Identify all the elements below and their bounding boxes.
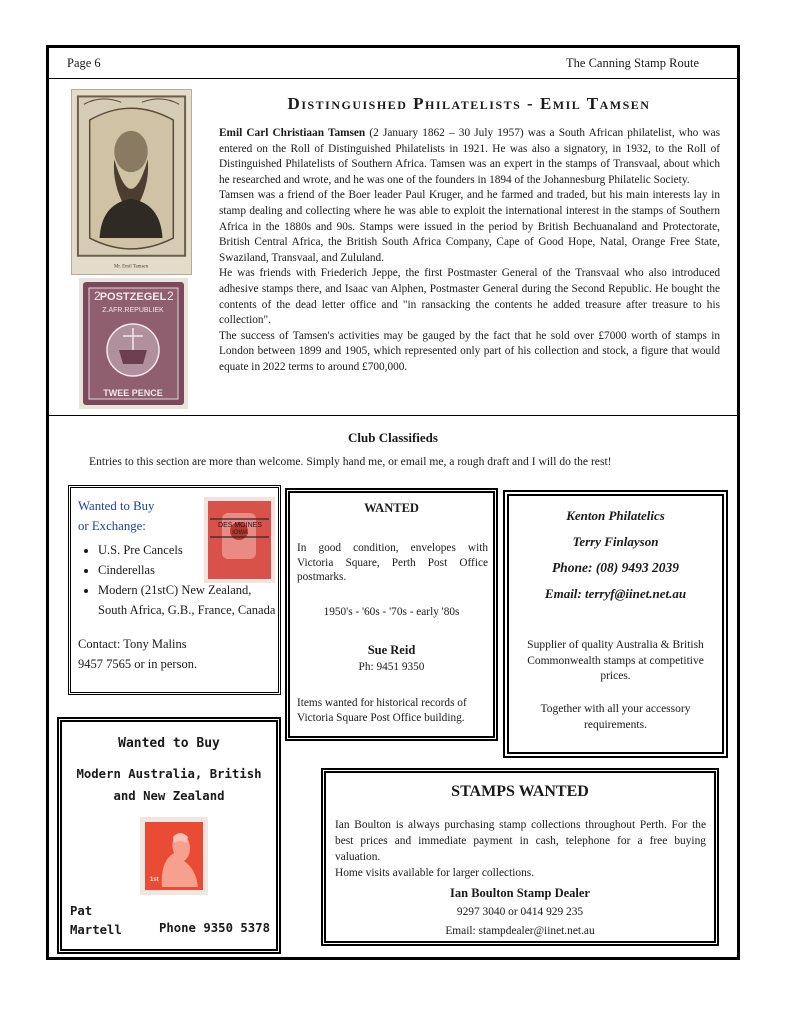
portrait-image — [71, 89, 192, 275]
kenton-phone: Phone: (08) 9493 2039 — [551, 560, 680, 575]
page-header — [49, 48, 737, 79]
kenton-accessories: Together with all your accessory requirements. — [540, 703, 691, 731]
stamp-value-left: 2 — [94, 289, 101, 303]
precancel-text-1: DES MOINES — [218, 522, 262, 529]
transvaal-stamp-image — [79, 278, 188, 409]
reid-phone: Ph: 9451 9350 — [358, 661, 425, 673]
stamp-value-right: 2 — [167, 289, 174, 303]
machin-stamp-value: 1st — [150, 877, 159, 883]
martell-phone: Phone 9350 5378 — [158, 921, 270, 935]
classified-boulton — [321, 768, 719, 946]
classified-kenton — [503, 490, 728, 758]
kenton-owner: Terry Finlayson — [572, 534, 659, 549]
boulton-email: Email: stampdealer@iinet.net.au — [445, 925, 595, 937]
kenton-description: Supplier of quality Australia & British Commonwealth stamps at competitive prices. — [527, 639, 704, 682]
malins-contact-phone: 9457 7565 or in person. — [78, 657, 198, 671]
malins-wanted-list — [78, 540, 283, 620]
classified-reid — [285, 488, 498, 741]
malins-heading-line2: or Exchange: — [78, 519, 146, 533]
martell-name-first: Pat — [70, 904, 93, 918]
martell-subheading: Modern Australia, British and New Zealand — [76, 767, 262, 803]
publication-title: The Canning Stamp Route — [566, 56, 699, 70]
malins-contact — [78, 634, 197, 674]
boulton-description: Ian Boulton is always purchasing stamp collections throughout Perth. For the best prices and immediate payment in cash, telephone for a free buying valuation. — [335, 819, 706, 863]
stamp-mid-label: Z.AFR.REPUBLIEK — [102, 307, 164, 314]
malins-heading — [78, 496, 154, 536]
kenton-email: Email: terryf@iinet.net.au — [544, 586, 687, 601]
malins-heading-line1: Wanted to Buy — [78, 499, 155, 513]
kenton-business-name: Kenton Philatelics — [566, 508, 665, 523]
classified-martell — [57, 717, 281, 954]
list-item: • Cinderellas — [98, 560, 283, 580]
martell-name-last: Martell — [70, 923, 122, 937]
reid-description: In good condition, envelopes with Victoria Square, Perth Post Office postmarks. — [297, 542, 488, 583]
article-paragraph-1-text: (2 January 1862 – 30 July 1957) was a South African philatelist, who was entered on the Roll of Distinguished Philatelists in 1921. He was also a signatory, in 1932, to the Roll of Distinguished Philatelists of Southern Africa. Tamsen was an expert in the stamps of Transvaal, about which he researched and wrote, and he was one of the founders in 1894 of the Johannesburg Philatelic Society. — [219, 127, 720, 186]
malins-contact-name: Contact: Tony Malins — [78, 637, 187, 651]
section-divider — [49, 415, 737, 416]
page-number: Page 6 — [67, 56, 101, 70]
boulton-home-visits: Home visits available for larger collections. — [335, 867, 535, 879]
stamp-bottom-label: TWEE PENCE — [103, 388, 163, 398]
classifieds-intro: Entries to this section are more than welcome. Simply hand me, or email me, a rough draft and I will do the rest! — [89, 455, 612, 468]
article-paragraph: Tamsen was a friend of the Boer leader Paul Kruger, and he farmed and traded, but his main interests lay in stamp dealing and collecting where he was able to exploit the international interest in the stamps of Southern Africa in the 1880s and 90s. Stamps were issued in the period by British Bechuanaland and Protectorate, British Central Africa, the British South Africa Company, Cape of Good Hope, Natal, Orange Free State, Swaziland, Transvaal, and Zululand. — [219, 189, 720, 264]
precancel-text-2: IOWA — [232, 530, 248, 536]
martell-heading: Wanted to Buy — [118, 736, 220, 751]
article-title: Distinguished Philatelists - Emil Tamsen — [287, 94, 651, 113]
article-paragraph: The success of Tamsen's activities may be gauged by the fact that he sold over £7000 worth of stamps in London between 1899 and 1905, which represented only part of his collection and stock, a figure that would equate in 2022 terms to around £700,000. — [219, 329, 720, 373]
transvaal-stamp — [79, 278, 188, 409]
reid-note: Items wanted for historical records of Victoria Square Post Office building. — [297, 697, 467, 724]
martell-name — [70, 902, 122, 940]
stamp-top-label: POSTZEGEL — [99, 291, 167, 303]
boulton-phone: 9297 3040 or 0414 929 235 — [456, 906, 584, 918]
page-frame — [46, 45, 740, 960]
boulton-title: STAMPS WANTED — [451, 783, 589, 800]
classified-malins — [68, 485, 281, 695]
boulton-dealer-name: Ian Boulton Stamp Dealer — [450, 886, 590, 900]
list-item: • Modern (21stC) New Zealand, South Africa, G.B., France, Canada — [98, 580, 283, 620]
machin-stamp — [140, 817, 208, 895]
article-name: Emil Carl Christiaan Tamsen — [219, 127, 366, 139]
article-paragraph: He was friends with Friederich Jeppe, the first Postmaster General of the Transvaal who also introduced adhesive stamps there, and Isaac van Alphen, Postmaster General during the Second Republic. He bought the contents of the dead letter office and "in ransacking the contents he added treasure after treasure to his collection". — [219, 267, 720, 327]
article-paragraph — [219, 126, 720, 188]
reid-years: 1950's - '60s - '70s - early '80s — [323, 606, 460, 618]
list-item: • U.S. Pre Cancels — [98, 540, 283, 560]
reid-title: WANTED — [364, 501, 419, 515]
machin-stamp-image — [140, 817, 208, 895]
reid-name: Sue Reid — [367, 643, 416, 657]
classifieds-title: Club Classifieds — [348, 430, 438, 445]
portrait-engraving — [72, 90, 191, 274]
article-body — [219, 126, 720, 376]
portrait-caption: Mr. Emil Tamsen — [113, 264, 149, 270]
